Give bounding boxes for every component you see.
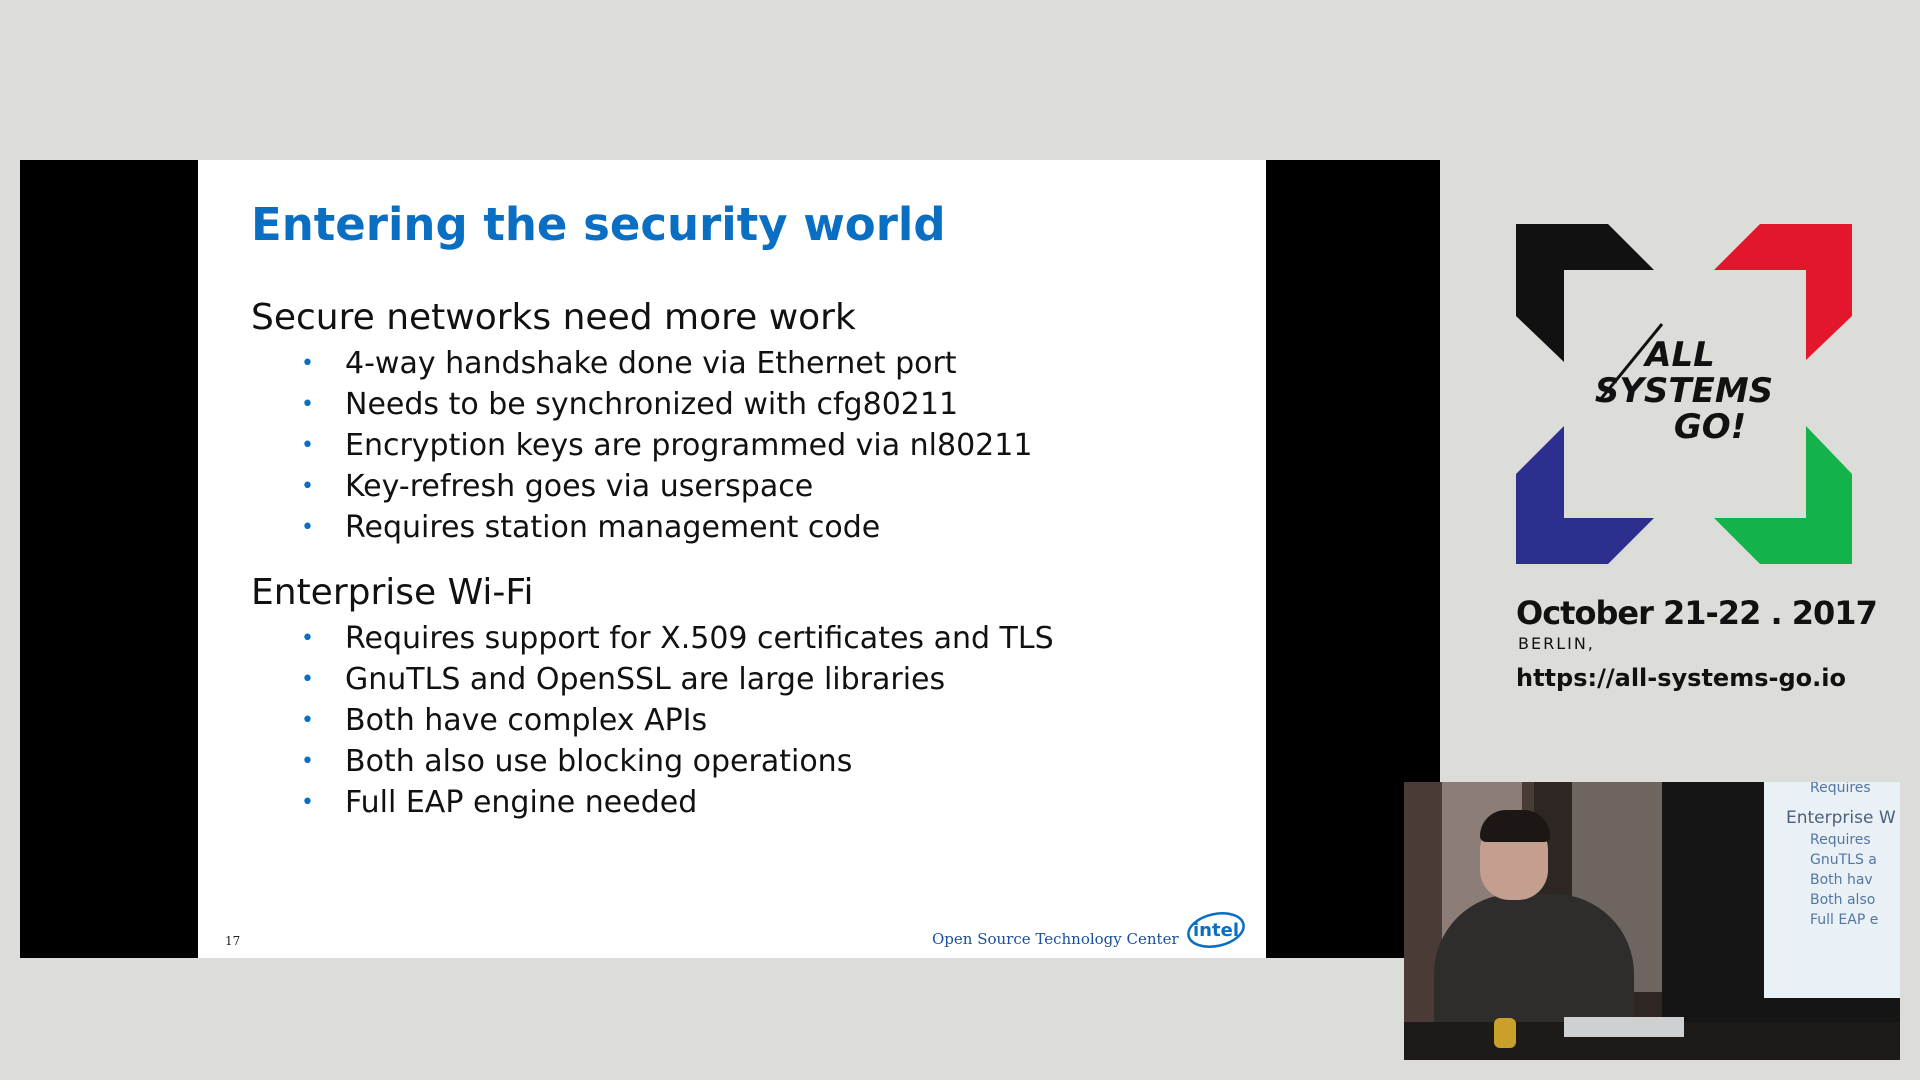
projection-text: Enterprise W: [1786, 808, 1896, 828]
bullet-text: Needs to be synchronized with cfg80211: [345, 387, 959, 422]
section-heading-secure-networks: Secure networks need more work: [251, 297, 856, 338]
section-heading-enterprise-wifi: Enterprise Wi-Fi: [251, 572, 534, 613]
bullet-text: Requires station management code: [345, 510, 881, 545]
slide-footer: Open Source Technology Center: [932, 930, 1179, 948]
list-item: [301, 343, 1032, 384]
camera-laptop: [1564, 1017, 1684, 1037]
bullet-text: Requires support for X.509 certificates and TLS: [345, 621, 1054, 656]
bullet-text: Key-refresh goes via userspace: [345, 469, 814, 504]
list-item: [301, 507, 1032, 548]
projection-text: Requires: [1810, 782, 1871, 796]
bullet-icon: •: [301, 474, 314, 499]
event-url: https://all-systems-go.io: [1516, 664, 1846, 692]
event-date: October 21-22 . 2017: [1516, 594, 1877, 632]
list-item: [301, 425, 1032, 466]
slide-page-number: 17: [225, 934, 241, 948]
logo-line-all: ALL: [1645, 335, 1715, 375]
slide-title: Entering the security world: [251, 198, 946, 251]
bullet-icon: •: [301, 351, 314, 376]
projection-text: Both hav: [1810, 872, 1873, 888]
bullet-icon: •: [301, 790, 314, 815]
bullet-text: Full EAP engine needed: [345, 785, 698, 820]
camera-figurine: [1494, 1018, 1516, 1048]
speaker-hair: [1480, 810, 1550, 842]
logo-line-go: GO!: [1673, 407, 1747, 447]
bullet-text: GnuTLS and OpenSSL are large libraries: [345, 662, 946, 697]
bullet-icon: •: [301, 708, 314, 733]
bullet-text: 4-way handshake done via Ethernet port: [345, 346, 957, 381]
logo-line-systems: SYSTEMS: [1594, 371, 1774, 411]
list-item: [301, 741, 1054, 782]
list-item: [301, 618, 1054, 659]
intel-logo: [1186, 910, 1246, 950]
presentation-slide: [198, 160, 1266, 958]
list-item: [301, 659, 1054, 700]
bullet-text: Both have complex APIs: [345, 703, 708, 738]
projection-text: GnuTLS a: [1810, 852, 1877, 868]
event-branding: [1516, 224, 1877, 704]
all-systems-go-logo: [1516, 224, 1852, 564]
list-item: [301, 384, 1032, 425]
intel-logo-text: intel: [1193, 920, 1239, 941]
list-item: [301, 466, 1032, 507]
bullet-icon: •: [301, 626, 314, 651]
speaker-camera-feed: [1404, 782, 1900, 1060]
projection-text: Requires: [1810, 832, 1871, 848]
bullet-list-secure-networks: [301, 343, 1032, 548]
camera-projection-screen: [1764, 782, 1900, 998]
logo-corner-black: [1516, 224, 1654, 362]
projection-text: Both also: [1810, 892, 1876, 908]
bullet-icon: •: [301, 433, 314, 458]
bullet-icon: •: [301, 749, 314, 774]
bullet-text: Encryption keys are programmed via nl80211: [345, 428, 1033, 463]
list-item: [301, 700, 1054, 741]
bullet-icon: •: [301, 667, 314, 692]
logo-corner-red: [1714, 224, 1852, 360]
list-item: [301, 782, 1054, 823]
bullet-text: Both also use blocking operations: [345, 744, 853, 779]
bullet-icon: •: [301, 392, 314, 417]
projection-text: Full EAP e: [1810, 912, 1879, 928]
logo-corner-blue: [1516, 426, 1654, 564]
bullet-icon: •: [301, 515, 314, 540]
event-city: BERLIN,: [1518, 634, 1595, 653]
bullet-list-enterprise-wifi: [301, 618, 1054, 823]
